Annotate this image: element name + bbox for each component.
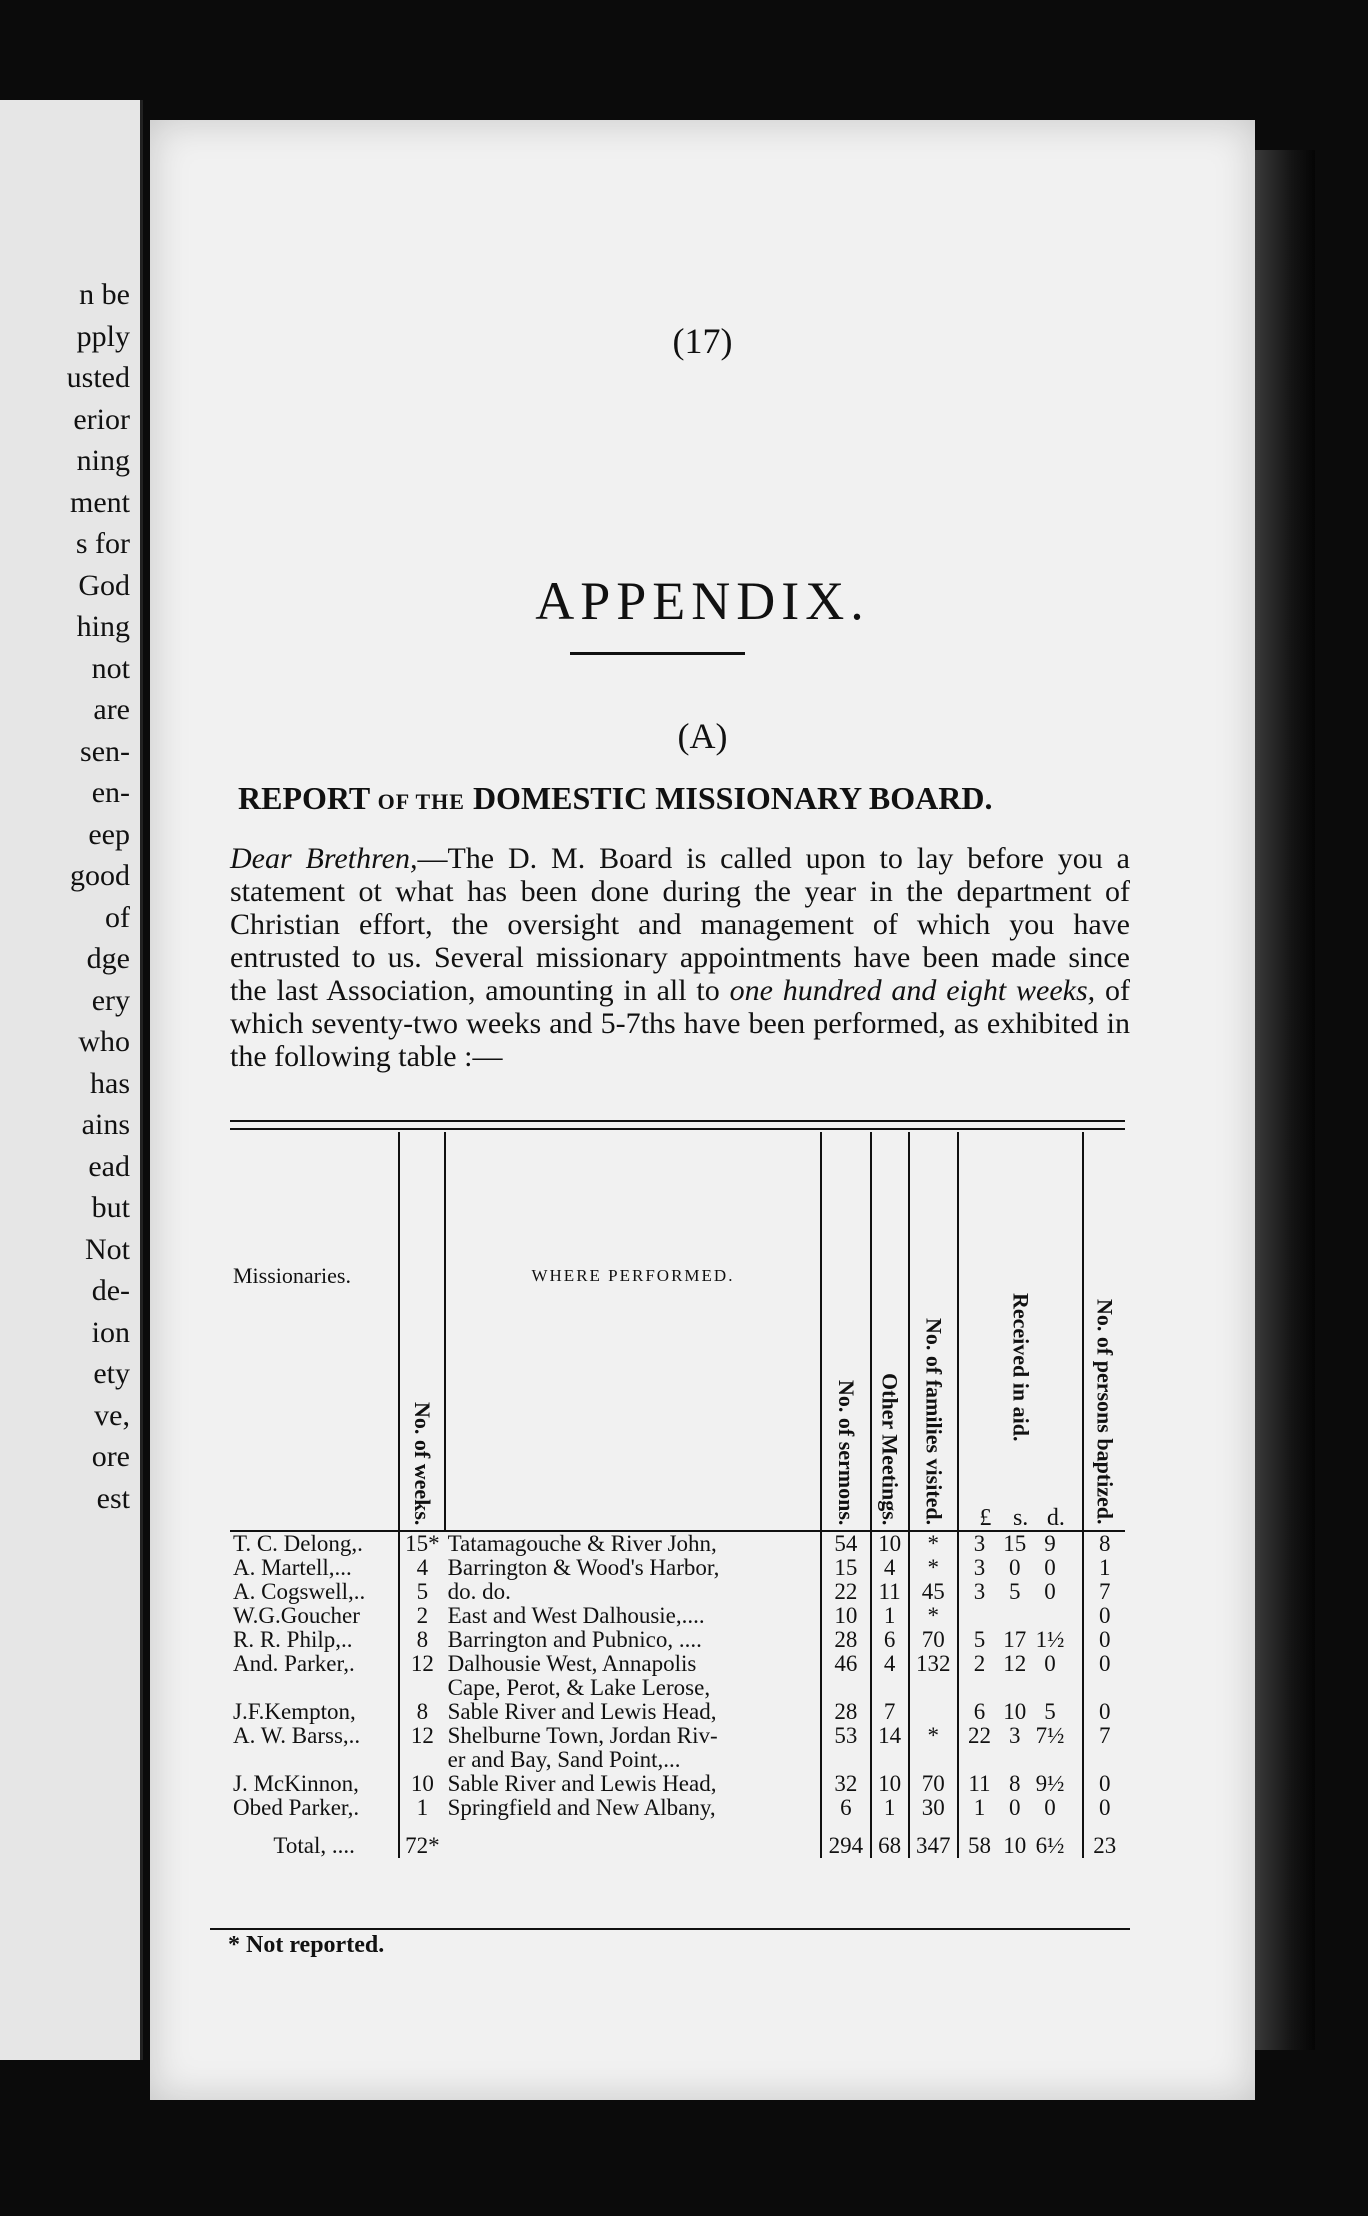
facing-page-text: of — [105, 900, 130, 934]
facing-page-text: n be — [79, 278, 130, 311]
cell-baptized: 0 — [1083, 1652, 1125, 1700]
facing-page-text: ery — [91, 983, 130, 1017]
facing-page-text: ety — [93, 1357, 130, 1390]
money-pence: 0 — [1044, 1555, 1056, 1580]
facing-page-text: ore — [91, 1440, 130, 1473]
header-missionaries: Missionaries. — [233, 1263, 351, 1288]
cell-missionary: Obed Parker,. — [233, 1795, 360, 1820]
facing-page-text: en- — [91, 776, 130, 809]
header-pence: d. — [1046, 1505, 1065, 1531]
cell-missionary: W.G.Goucher — [233, 1603, 360, 1628]
table-row — [230, 1628, 1125, 1652]
document-page — [150, 120, 1255, 2100]
cell-weeks: 12 — [399, 1652, 444, 1700]
table-row — [230, 1531, 1125, 1556]
header-where-performed: WHERE PERFORMED. — [445, 1132, 822, 1531]
money-pence: 1½ — [1035, 1627, 1065, 1652]
total-label: Total, .... — [273, 1833, 355, 1858]
heading-part-report: REPORT — [238, 780, 370, 816]
cell-other-meetings: 1 — [871, 1796, 909, 1820]
cell-sermons: 10 — [821, 1604, 870, 1628]
footnote: * Not reported. — [228, 1932, 385, 1958]
money-pounds: 2 — [973, 1651, 986, 1676]
page-title: APPENDIX. — [535, 571, 870, 631]
facing-page-text: dge — [86, 942, 130, 975]
cell-baptized: 0 — [1083, 1772, 1125, 1796]
intro-text-1: —The D. M. Board is called upon to lay before you a statement ot what has been done during the year in the department of Christian effort, the oversight and management of which you have entrusted to us. Several missionary appointments have been made since the last Association, amounting in all to — [230, 842, 1130, 1007]
cell-missionary: T. C. Delong,. — [233, 1531, 363, 1556]
facing-page-fragment — [0, 100, 143, 2060]
money-pounds: 5 — [973, 1627, 986, 1652]
missionary-report-table — [230, 1132, 1125, 1858]
facing-page-text: est — [96, 1481, 130, 1515]
facing-page-text: de- — [91, 1274, 130, 1307]
money-shillings: 3 — [1009, 1723, 1021, 1748]
header-received-in-aid: Received in aid. £ s. d. — [958, 1132, 1084, 1531]
cell-weeks: 8 — [399, 1628, 444, 1652]
table-row — [230, 1724, 1125, 1772]
facing-page-text: who — [78, 1025, 130, 1058]
table-bottom-rule — [210, 1928, 1130, 1930]
cell-where-performed: Barrington and Pubnico, .... — [447, 1627, 702, 1652]
cell-missionary: And. Parker,. — [233, 1651, 355, 1676]
cell-sermons: 6 — [821, 1796, 870, 1820]
cell-received-in-aid — [958, 1556, 1084, 1580]
total-weeks: 72* — [399, 1820, 444, 1858]
cell-sermons: 32 — [821, 1772, 870, 1796]
facing-page-text: Not — [85, 1232, 130, 1266]
intro-text-2: of which seventy-two weeks and 5-7ths have been performed, as exhibited in the following table :— — [230, 974, 1131, 1073]
cell-other-meetings: 6 — [871, 1628, 909, 1652]
facing-page-text: ains — [81, 1108, 130, 1141]
table-row — [230, 1796, 1125, 1820]
cell-received-in-aid — [958, 1580, 1084, 1604]
money-pounds: 3 — [973, 1579, 986, 1604]
cell-received-in-aid — [958, 1724, 1084, 1772]
cell-other-meetings: 11 — [871, 1580, 909, 1604]
cell-other-meetings: 4 — [871, 1556, 909, 1580]
cell-families-visited — [909, 1700, 958, 1724]
cell-baptized: 8 — [1083, 1531, 1125, 1556]
cell-weeks: 12 — [399, 1724, 444, 1772]
cell-families-visited: 70 — [909, 1628, 958, 1652]
facing-page-text: erior — [73, 402, 130, 436]
cell-received-in-aid — [958, 1772, 1084, 1796]
cell-where-performed: Barrington & Wood's Harbor, — [447, 1555, 720, 1580]
cell-sermons: 53 — [821, 1724, 870, 1772]
table-row — [230, 1700, 1125, 1724]
table-top-rule — [230, 1120, 1125, 1122]
header-other-meetings: Other Meetings. — [871, 1132, 909, 1531]
money-pounds: 11 — [968, 1771, 991, 1796]
money-shillings: 8 — [1009, 1771, 1021, 1796]
total-baptized: 23 — [1083, 1820, 1125, 1858]
facing-page-text: sen- — [80, 734, 130, 768]
cell-baptized: 1 — [1083, 1556, 1125, 1580]
cell-received-in-aid — [958, 1700, 1084, 1724]
cell-sermons: 28 — [821, 1700, 870, 1724]
money-pence: 9 — [1044, 1531, 1056, 1556]
cell-baptized: 0 — [1083, 1604, 1125, 1628]
money-pounds: 6 — [973, 1699, 986, 1724]
cell-where-performed: do. do. — [447, 1579, 511, 1604]
cell-sermons: 54 — [821, 1531, 870, 1556]
cell-weeks: 8 — [399, 1700, 444, 1724]
cell-where-performed: Springfield and New Albany, — [447, 1795, 716, 1820]
table-row — [230, 1604, 1125, 1628]
book-spine-edge — [1255, 150, 1315, 2050]
table-header-row — [230, 1132, 1125, 1531]
facing-page-text: usted — [66, 361, 130, 394]
heading-part-of-the: OF THE — [377, 789, 465, 814]
cell-baptized: 0 — [1083, 1796, 1125, 1820]
facing-page-text: God — [78, 568, 130, 602]
cell-missionary: A. Cogswell,.. — [233, 1579, 366, 1604]
report-heading — [238, 780, 1118, 817]
cell-received-in-aid — [958, 1604, 1084, 1628]
cell-sermons: 15 — [821, 1556, 870, 1580]
table-row — [230, 1556, 1125, 1580]
header-families-visited: No. of families visited. — [909, 1132, 958, 1531]
cell-where-performed: Sable River and Lewis Head, — [447, 1771, 717, 1796]
facing-page-text: ning — [76, 444, 130, 477]
total-other-meetings: 68 — [871, 1820, 909, 1858]
money-pence: 7½ — [1035, 1723, 1065, 1748]
money-pounds: 22 — [967, 1723, 991, 1748]
intro-paragraph — [230, 842, 1130, 1073]
table-top-rule-2 — [230, 1128, 1125, 1130]
title-divider — [570, 652, 745, 655]
money-pounds: 3 — [973, 1531, 986, 1556]
facing-page-text: eep — [88, 817, 130, 851]
intro-emphasis: one hundred and eight weeks, — [729, 974, 1096, 1007]
cell-weeks: 10 — [399, 1772, 444, 1796]
money-shillings: 5 — [1009, 1579, 1021, 1604]
facing-page-text: ve, — [94, 1398, 130, 1432]
header-shillings: s. — [1012, 1505, 1029, 1531]
section-label: (A) — [677, 716, 728, 756]
money-shillings: 10 — [1003, 1699, 1027, 1724]
cell-received-in-aid — [958, 1531, 1084, 1556]
table-row — [230, 1772, 1125, 1796]
cell-received-in-aid — [958, 1628, 1084, 1652]
cell-missionary: R. R. Philp,.. — [233, 1627, 353, 1652]
cell-sermons: 22 — [821, 1580, 870, 1604]
header-weeks: No. of weeks. — [399, 1132, 444, 1531]
facing-page-text: has — [90, 1066, 130, 1100]
page-number: (17) — [672, 321, 733, 361]
cell-sermons: 46 — [821, 1652, 870, 1700]
money-pounds: 3 — [973, 1555, 986, 1580]
cell-received-in-aid — [958, 1652, 1084, 1700]
total-where-empty — [445, 1820, 822, 1858]
cell-other-meetings: 10 — [871, 1531, 909, 1556]
cell-missionary: A. Martell,... — [233, 1555, 352, 1580]
money-shillings: 0 — [1009, 1795, 1021, 1820]
money-pence: 0 — [1044, 1651, 1056, 1676]
cell-families-visited: 30 — [909, 1796, 958, 1820]
header-sermons: No. of sermons. — [821, 1132, 870, 1531]
table-row — [230, 1652, 1125, 1700]
money-pence: 0 — [1044, 1579, 1056, 1604]
cell-missionary: J. McKinnon, — [233, 1771, 359, 1796]
money-pence: 5 — [1044, 1699, 1056, 1724]
cell-received-in-aid — [958, 1796, 1084, 1820]
cell-families-visited: * — [909, 1556, 958, 1580]
cell-other-meetings: 10 — [871, 1772, 909, 1796]
cell-other-meetings: 1 — [871, 1604, 909, 1628]
cell-where-performed: Tatamagouche & River John, — [447, 1531, 717, 1556]
cell-where-performed: Sable River and Lewis Head, — [447, 1699, 717, 1724]
facing-page-text: are — [93, 693, 130, 726]
total-families-visited: 347 — [909, 1820, 958, 1858]
cell-families-visited: 70 — [909, 1772, 958, 1796]
facing-page-text: ment — [70, 485, 130, 519]
cell-sermons: 28 — [821, 1628, 870, 1652]
cell-baptized: 0 — [1083, 1628, 1125, 1652]
facing-page-text: ead — [88, 1149, 130, 1183]
money-pence: 0 — [1044, 1795, 1056, 1820]
money-shillings: 0 — [1009, 1555, 1021, 1580]
cell-families-visited: 132 — [909, 1652, 958, 1700]
total-sermons: 294 — [821, 1820, 870, 1858]
cell-families-visited: 45 — [909, 1580, 958, 1604]
facing-page-text: good — [70, 859, 130, 892]
money-pence: 6½ — [1035, 1833, 1065, 1858]
cell-baptized: 7 — [1083, 1580, 1125, 1604]
money-shillings: 15 — [1003, 1531, 1027, 1556]
cell-families-visited: * — [909, 1531, 958, 1556]
money-pounds: 58 — [967, 1833, 991, 1858]
cell-received-in-aid — [958, 1820, 1084, 1858]
cell-missionary: A. W. Barss,.. — [233, 1723, 361, 1748]
header-baptized: No. of persons baptized. — [1083, 1132, 1125, 1531]
table-row — [230, 1580, 1125, 1604]
cell-weeks: 4 — [399, 1556, 444, 1580]
cell-weeks: 1 — [399, 1796, 444, 1820]
salutation: Dear Brethren, — [230, 842, 418, 875]
money-shillings: 17 — [1003, 1627, 1027, 1652]
cell-families-visited: * — [909, 1724, 958, 1772]
facing-page-text: ion — [91, 1315, 130, 1349]
cell-baptized: 0 — [1083, 1700, 1125, 1724]
cell-where-performed: Shelburne Town, Jordan Riv- er and Bay, Sand Point,... — [447, 1723, 718, 1772]
header-pounds: £ — [979, 1505, 992, 1531]
money-pence: 9½ — [1035, 1771, 1065, 1796]
facing-page-text: not — [91, 651, 130, 685]
cell-where-performed: Dalhousie West, Annapolis Cape, Perot, & Lake Lerose, — [447, 1651, 711, 1700]
cell-other-meetings: 4 — [871, 1652, 909, 1700]
facing-page-text: but — [91, 1191, 130, 1224]
cell-weeks: 5 — [399, 1580, 444, 1604]
cell-baptized: 7 — [1083, 1724, 1125, 1772]
facing-page-text: pply — [76, 319, 130, 353]
facing-page-text: hing — [76, 610, 130, 643]
cell-families-visited: * — [909, 1604, 958, 1628]
money-shillings: 10 — [1003, 1833, 1027, 1858]
money-shillings: 12 — [1003, 1651, 1027, 1676]
facing-page-text: s for — [75, 527, 130, 560]
cell-weeks: 2 — [399, 1604, 444, 1628]
cell-weeks: 15* — [399, 1531, 444, 1556]
money-pounds: 1 — [973, 1795, 986, 1820]
cell-missionary: J.F.Kempton, — [233, 1699, 356, 1724]
heading-part-board: DOMESTIC MISSIONARY BOARD. — [472, 780, 993, 816]
cell-other-meetings: 7 — [871, 1700, 909, 1724]
cell-where-performed: East and West Dalhousie,.... — [447, 1603, 705, 1628]
cell-other-meetings: 14 — [871, 1724, 909, 1772]
total-row — [230, 1820, 1125, 1858]
